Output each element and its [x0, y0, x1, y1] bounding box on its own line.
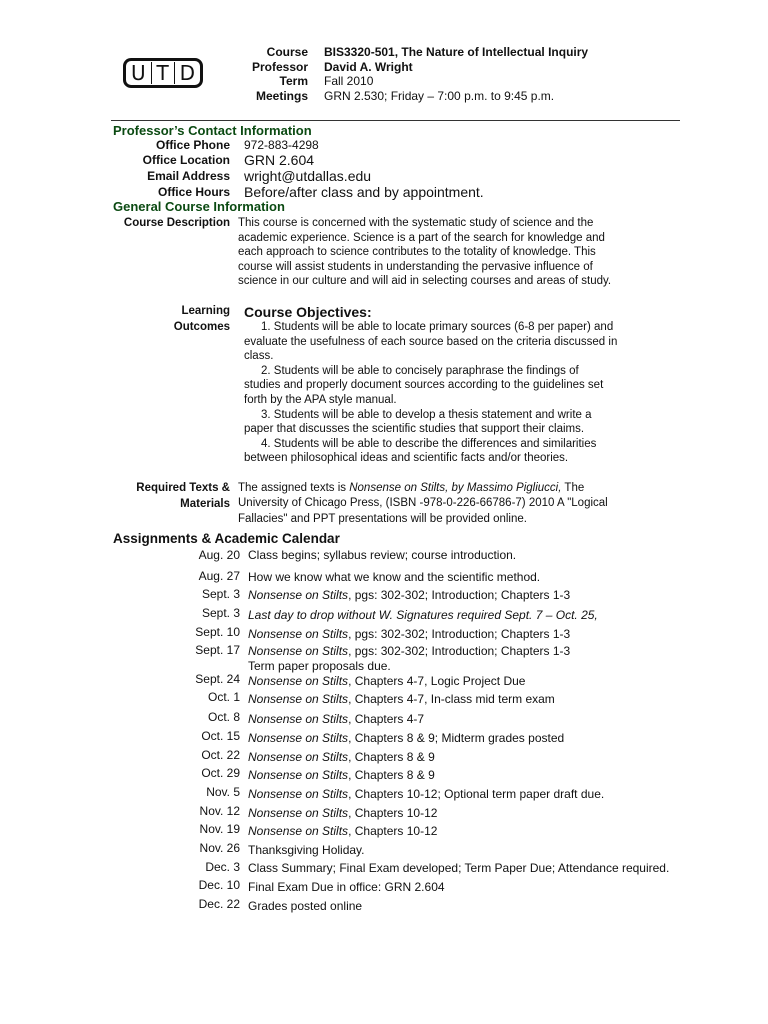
calendar-date: Dec. 10 [198, 878, 240, 892]
description-line: science in our culture and will aid in selecting courses and areas of study. [238, 275, 612, 288]
outcomes-label-line: Learning [181, 305, 230, 317]
office-hours-value: Before/after class and by appointment. [244, 184, 484, 200]
contact-heading: Professor’s Contact Information [113, 123, 312, 138]
calendar-date: Sept. 24 [195, 672, 240, 686]
objective-line: class. [244, 350, 274, 363]
entry-text: , Chapters 10-12; Optional term paper draft due. [348, 787, 605, 801]
logo-letter-u: U [131, 61, 146, 85]
professor-label: Professor [251, 60, 308, 74]
entry-text: , Chapters 4-7, Logic Project Due [348, 674, 526, 688]
term-label: Term [279, 74, 308, 88]
course-label: Course [266, 45, 308, 59]
texts-line: Fallacies" and PPT presentations will be provided online. [238, 512, 527, 525]
calendar-entry [248, 843, 365, 858]
entry-text: How we know what we know and the scientific method. [248, 570, 541, 584]
entry-text: , Chapters 10-12 [348, 806, 438, 820]
entry-text: Grades posted online [248, 899, 363, 913]
calendar-entry [248, 880, 445, 895]
learning-outcomes-label [174, 304, 230, 335]
objective-line: between philosophical ideas and scientific facts and/or theories. [244, 452, 569, 465]
entry-title: Nonsense on Stilts [248, 824, 349, 838]
meetings-label: Meetings [255, 89, 308, 103]
textbook-title: Nonsense on Stilts, by Massimo Pigliucci, [349, 482, 562, 494]
entry-text: , pgs: 302-302; Introduction; Chapters 1-3 [348, 588, 571, 602]
calendar-entry [248, 570, 540, 585]
calendar-date: Nov. 12 [199, 804, 240, 818]
meetings-value: GRN 2.530; Friday – 7:00 p.m. to 9:45 p.m. [324, 89, 555, 103]
required-texts [238, 481, 608, 527]
course-description-label: Course Description [123, 217, 230, 229]
calendar-date: Nov. 26 [199, 841, 240, 855]
objective-line: paper that discusses the scientific studies that support their claims. [244, 423, 585, 436]
calendar-entry [248, 692, 555, 707]
calendar-date: Dec. 22 [198, 897, 240, 911]
calendar-date: Sept. 17 [195, 643, 240, 657]
objective-line: 3. Students will be able to develop a thesis statement and write a [261, 408, 592, 421]
entry-text: Thanksgiving Holiday. [248, 843, 365, 857]
calendar-entry [248, 712, 424, 727]
entry-text: , pgs: 302-302; Introduction; Chapters 1-3 [348, 627, 571, 641]
logo-letter-d: D [179, 61, 195, 85]
calendar-entry [248, 768, 435, 783]
objectives-title: Course Objectives: [244, 304, 372, 320]
calendar-entry [248, 787, 604, 802]
office-hours-label: Office Hours [157, 185, 230, 199]
objective-line: studies and properly document sources according to the guidelines set [244, 379, 604, 392]
texts-label-line: Materials [180, 497, 230, 510]
calendar-entry [248, 731, 564, 746]
calendar-entry [248, 627, 570, 642]
entry-title: Last day to drop without W. Signatures required Sept. 7 – Oct. 25, [248, 608, 598, 622]
entry-title: Nonsense on Stilts [248, 806, 349, 820]
texts-line: University of Chicago Press, (ISBN -978-0-226-66786-7) 2010 A "Logical [238, 497, 608, 510]
email-label: Email Address [147, 169, 230, 183]
general-heading: General Course Information [113, 199, 285, 214]
description-line: This course is concerned with the systematic study of science and the [238, 217, 594, 229]
email-value: wright@utdallas.edu [244, 168, 372, 184]
entry-title: Nonsense on Stilts [248, 692, 349, 706]
calendar-entry [248, 806, 437, 821]
objective-line: 1. Students will be able to locate primary sources (6-8 per paper) and [261, 321, 614, 333]
entry-text: Final Exam Due in office: GRN 2.604 [248, 880, 445, 894]
logo-letter-t: T [156, 61, 169, 85]
calendar-date: Sept. 10 [195, 625, 240, 639]
utd-logo [123, 58, 203, 88]
office-location-label: Office Location [142, 153, 230, 167]
entry-extra: Term paper proposals due. [248, 659, 391, 673]
entry-title: Nonsense on Stilts [248, 674, 349, 688]
calendar-entry [248, 674, 525, 689]
entry-title: Nonsense on Stilts [248, 787, 349, 801]
professor-value: David A. Wright [324, 60, 413, 74]
calendar-date: Sept. 3 [201, 606, 240, 620]
texts-line [238, 481, 608, 496]
objectives-list [244, 320, 617, 466]
entry-text: , Chapters 4-7, In-class mid term exam [348, 692, 555, 706]
header-divider [111, 120, 680, 121]
required-texts-label [136, 481, 230, 512]
term-row [200, 74, 680, 89]
course-value: BIS3320-501, The Nature of Intellectual Inquiry [324, 45, 589, 59]
term-value: Fall 2010 [324, 74, 374, 88]
entry-title: Nonsense on Stilts [248, 627, 349, 641]
entry-text: Class Summary; Final Exam developed; Term Paper Due; Attendance required. [248, 861, 670, 875]
calendar-date: Oct. 22 [201, 748, 240, 762]
entry-text: , Chapters 8 & 9; Midterm grades posted [348, 731, 565, 745]
entry-text: , Chapters 10-12 [348, 824, 438, 838]
objective-line: 4. Students will be able to describe the differences and similarities [261, 437, 597, 450]
calendar-entry [248, 548, 516, 563]
office-phone-value: 972-883-4298 [244, 138, 319, 152]
calendar-date: Nov. 5 [206, 785, 240, 799]
entry-title: Nonsense on Stilts [248, 750, 349, 764]
outcomes-label-line: Outcomes [173, 320, 230, 333]
calendar-date: Oct. 15 [201, 729, 240, 743]
office-phone-label: Office Phone [155, 138, 230, 152]
calendar-date: Oct. 29 [201, 766, 240, 780]
entry-title: Nonsense on Stilts [248, 588, 349, 602]
calendar-date: Oct. 8 [207, 710, 240, 724]
calendar-date: Oct. 1 [207, 690, 240, 704]
office-location-value: GRN 2.604 [244, 152, 315, 168]
calendar-date: Dec. 3 [205, 860, 240, 874]
objective-line: evaluate the usefulness of each source based on the criteria discussed in [244, 335, 618, 348]
course-description [238, 216, 611, 289]
calendar-entry [248, 608, 598, 623]
description-line: course will assist students in understanding the pervasive influence of [238, 260, 593, 273]
entry-title: Nonsense on Stilts [248, 731, 349, 745]
objective-line: forth by the APA style manual. [244, 393, 397, 406]
entry-text: Class begins; syllabus review; course introduction. [248, 548, 517, 562]
objective-line: 2. Students will be able to concisely paraphrase the findings of [261, 364, 579, 377]
texts-intro: The assigned texts is [238, 482, 350, 494]
entry-title: Nonsense on Stilts [248, 644, 349, 658]
entry-text: , Chapters 4-7 [348, 712, 425, 726]
texts-publisher-start: The [561, 482, 585, 494]
calendar-entry [248, 861, 669, 876]
calendar-entry [248, 588, 570, 603]
professor-row [200, 60, 680, 75]
calendar-heading: Assignments & Academic Calendar [113, 531, 340, 546]
calendar-date: Sept. 3 [201, 587, 240, 601]
calendar-date: Nov. 19 [199, 822, 240, 836]
texts-label-line: Required Texts & [136, 482, 230, 494]
meetings-row [200, 89, 680, 104]
entry-text: , Chapters 8 & 9 [348, 768, 435, 782]
description-line: academic experience. Science is a part of the search for knowledge and [238, 231, 605, 244]
entry-text: , pgs: 302-302; Introduction; Chapters 1-3 [348, 644, 571, 658]
description-line: each approach to science contributes to the totality of knowledge. This [238, 246, 596, 259]
calendar-entry [248, 644, 570, 674]
calendar-entry [248, 899, 362, 914]
calendar-entry [248, 824, 437, 839]
course-row [200, 45, 680, 60]
calendar-date: Aug. 20 [198, 548, 240, 562]
calendar-date: Aug. 27 [198, 569, 240, 583]
entry-text: , Chapters 8 & 9 [348, 750, 435, 764]
entry-title: Nonsense on Stilts [248, 712, 349, 726]
entry-title: Nonsense on Stilts [248, 768, 349, 782]
calendar-entry [248, 750, 435, 765]
